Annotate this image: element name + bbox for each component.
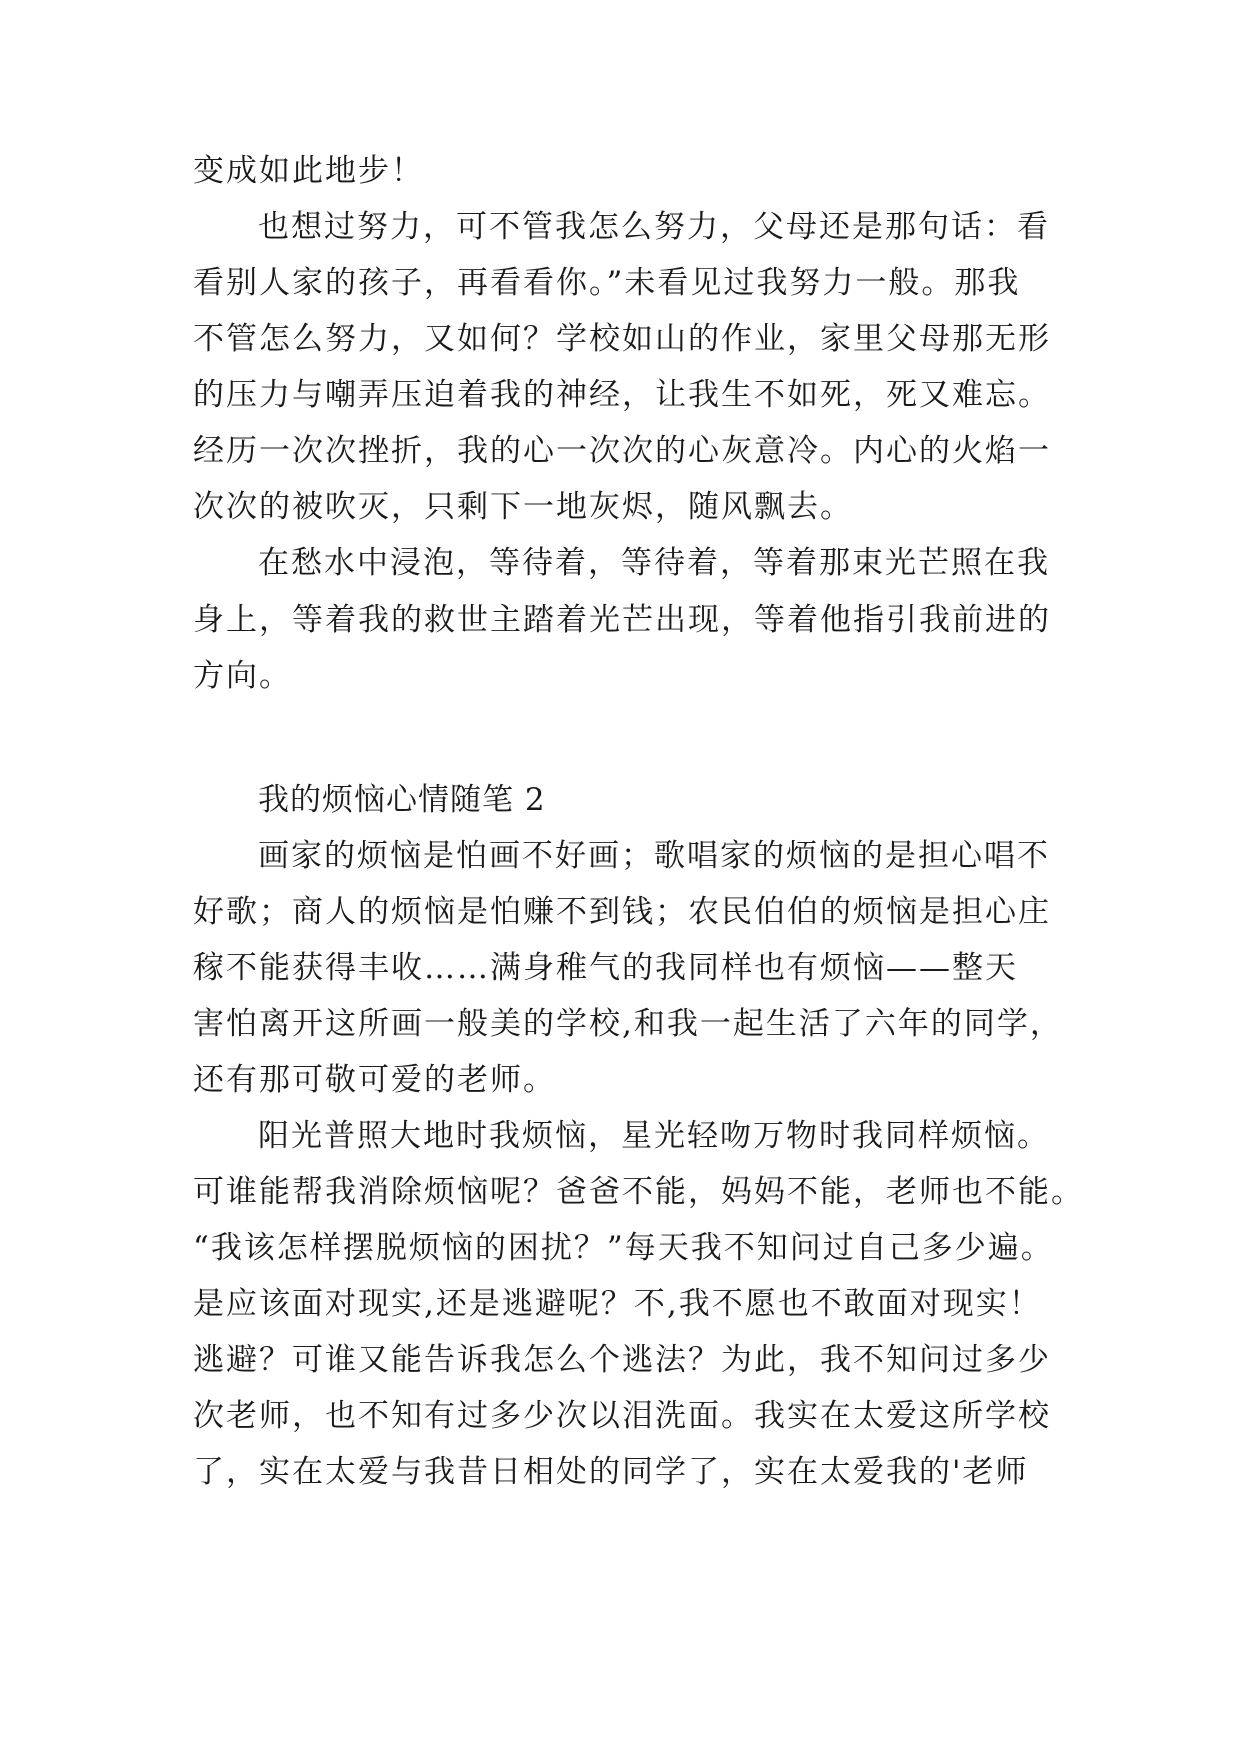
text-line: “我该怎样摆脱烦恼的困扰？”每天我不知问过自己多少遍。	[193, 1230, 1054, 1266]
text-line: 不管怎么努力，又如何？学校如山的作业，家里父母那无形	[193, 321, 1051, 357]
paragraph-start-line: 阳光普照大地时我烦恼，星光轻吻万物时我同样烦恼。	[258, 1118, 1050, 1154]
text-line: 身上，等着我的救世主踏着光芒出现，等着他指引我前进的	[193, 602, 1051, 638]
text-line: 是应该面对现实,还是逃避呢？不,我不愿也不敢面对现实！	[193, 1286, 1042, 1322]
section-heading: 我的烦恼心情随笔 2	[258, 782, 546, 818]
text-line: 了，实在太爱与我昔日相处的同学了，实在太爱我的'老师	[193, 1454, 1029, 1490]
text-line: 看别人家的孩子，再看看你。”未看见过我努力一般。那我	[193, 265, 1021, 301]
text-line: 还有那可敬可爱的老师。	[193, 1062, 556, 1098]
text-line: 逃避？可谁又能告诉我怎么个逃法？为此，我不知问过多少	[193, 1342, 1051, 1378]
paragraph-start-line: 画家的烦恼是怕画不好画；歌唱家的烦恼的是担心唱不	[258, 838, 1050, 874]
text-line: 好歌；商人的烦恼是怕赚不到钱；农民伯伯的烦恼是担心庄	[193, 894, 1051, 930]
text-line: 变成如此地步！	[193, 153, 424, 189]
text-line: 经历一次次挫折，我的心一次次的心灰意冷。内心的火焰一	[193, 433, 1051, 469]
text-line: 的压力与嘲弄压迫着我的神经，让我生不如死，死又难忘。	[193, 377, 1051, 413]
text-line: 次次的被吹灭，只剩下一地灰烬，随风飘去。	[193, 489, 853, 525]
text-line: 方向。	[193, 658, 292, 694]
paragraph-start-line: 也想过努力，可不管我怎么努力，父母还是那句话：看	[258, 209, 1050, 245]
text-line: 可谁能帮我消除烦恼呢？爸爸不能，妈妈不能，老师也不能。	[193, 1174, 1084, 1210]
text-line: 害怕离开这所画一般美的学校,和我一起生活了六年的同学，	[193, 1006, 1063, 1042]
text-line: 次老师，也不知有过多少次以泪洗面。我实在太爱这所学校	[193, 1398, 1051, 1434]
text-line: 稼不能获得丰收……满身稚气的我同样也有烦恼——整天	[193, 950, 1018, 986]
paragraph-start-line: 在愁水中浸泡，等待着，等待着，等着那束光芒照在我	[258, 545, 1050, 581]
